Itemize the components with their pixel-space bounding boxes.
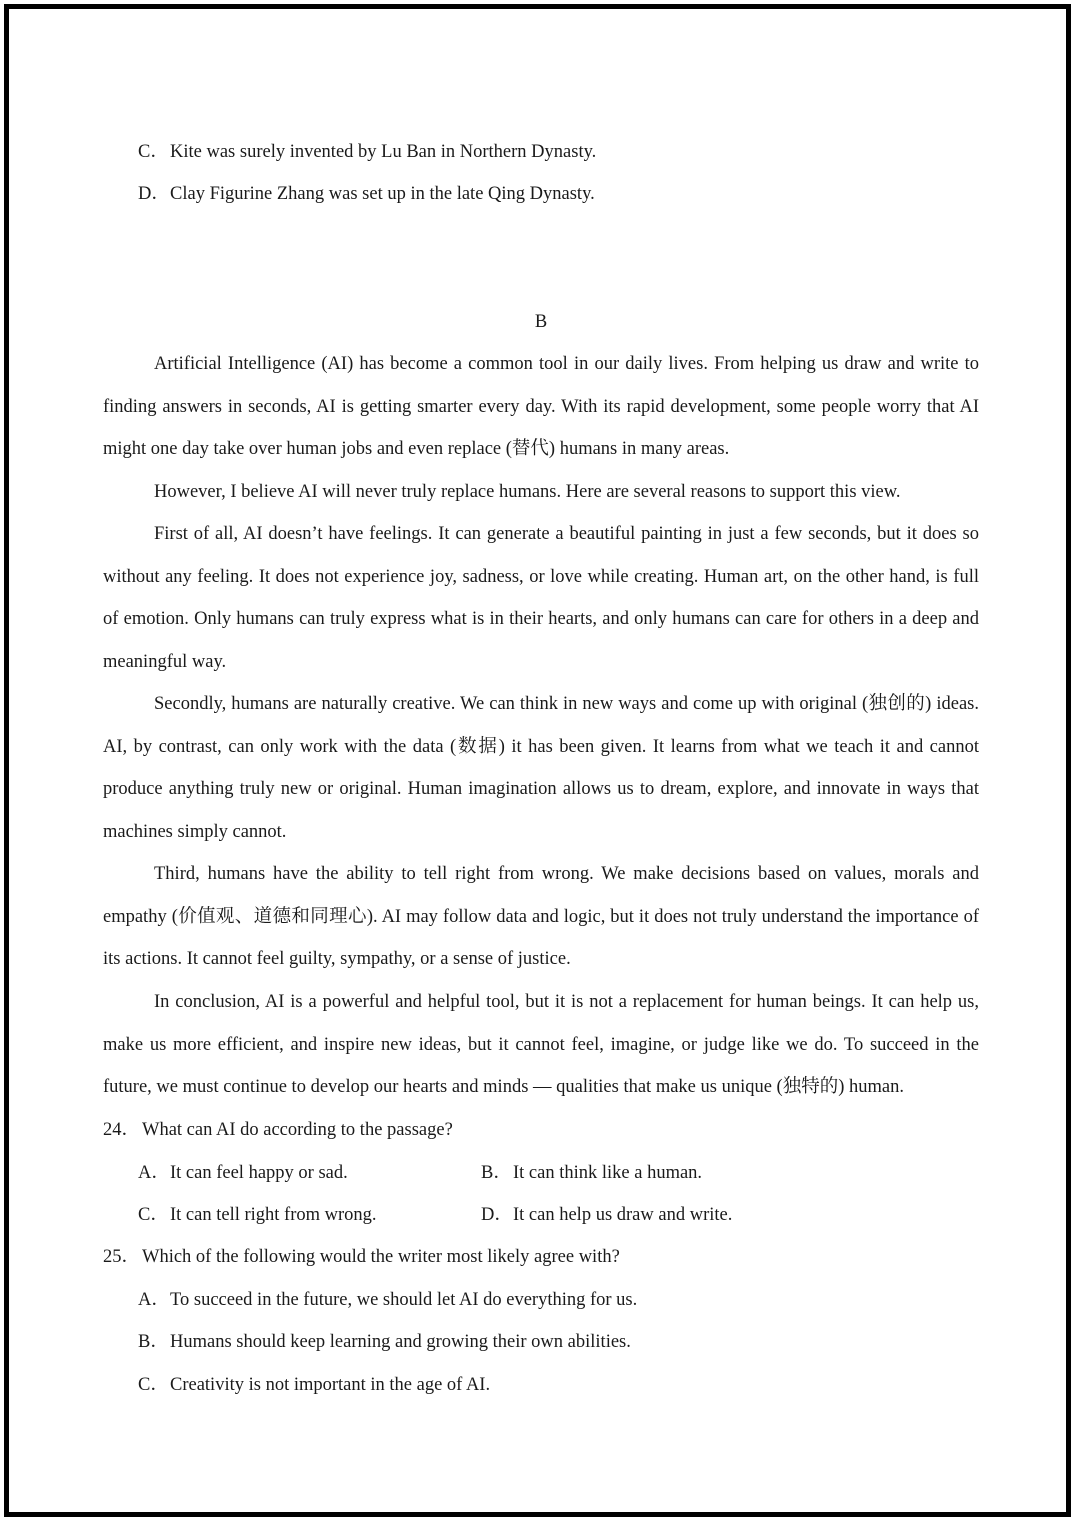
q24-option-b[interactable] [481,1160,702,1186]
option-text: It can tell right from wrong. [170,1205,377,1225]
question-24 [103,1117,453,1143]
option-text: It can help us draw and write. [513,1205,733,1225]
passage-paragraph-6: In conclusion, AI is a powerful and helpful tool, but it is not a replacement for human beings. It can help us, make us more efficient, and inspire new ideas, but it cannot feel, imagine, or judge like we do. To succeed in the future, we must continue to develop our hearts and minds — qualities that make us unique (独特的) human. [103,992,979,1098]
q24-option-d[interactable] [481,1202,732,1228]
option-label: A． [138,1163,170,1183]
passage-paragraph-4: Secondly, humans are naturally creative. We can think in new ways and come up with original (独创的) ideas. AI, by contrast, can only work with the data (数据) it has been given. It learns from what we teach it and cannot produce anything truly new or original. Human imagination allows us to dream, explore, and innovate in ways that machines simply cannot. [103,694,979,842]
option-text: To succeed in the future, we should let AI do everything for us. [170,1290,638,1310]
prev-option-c [138,139,596,165]
q25-option-c[interactable] [138,1372,490,1398]
question-number: 25． [103,1247,141,1267]
section-title: B [534,312,548,332]
q24-option-c[interactable] [138,1202,377,1228]
option-label: B． [138,1332,169,1352]
passage-paragraph-5: Third, humans have the ability to tell right from wrong. We make decisions based on values, morals and empathy (价值观、道德和同理心). AI may follow data and logic, but it does not truly understand the importance of its actions. It cannot feel guilty, sympathy, or a sense of justice. [103,864,979,970]
option-text: Humans should keep learning and growing their own abilities. [170,1332,631,1352]
question-text: Which of the following would the writer most likely agree with? [142,1247,620,1267]
passage-paragraph-3: First of all, AI doesn’t have feelings. It can generate a beautiful painting in just a few seconds, but it does so without any feeling. It does not experience joy, sadness, or love while creating. Human art, on the other hand, is full of emotion. Only humans can truly express what is in their hearts, and only humans can care for others in a deep and meaningful way. [103,524,979,672]
option-text: Clay Figurine Zhang was set up in the late Qing Dynasty. [170,184,595,204]
option-label: D． [138,184,170,204]
option-text: Creativity is not important in the age of AI. [170,1375,491,1395]
question-text: What can AI do according to the passage? [142,1120,453,1140]
option-text: It can think like a human. [513,1163,703,1183]
passage-paragraph-2: However, I believe AI will never truly replace humans. Here are several reasons to support this view. [154,482,901,502]
option-label: C． [138,1375,169,1395]
q25-option-b[interactable] [138,1329,631,1355]
option-label: D． [481,1205,513,1225]
option-text: Kite was surely invented by Lu Ban in Northern Dynasty. [170,142,597,162]
passage-paragraph-1: Artificial Intelligence (AI) has become a common tool in our daily lives. From helping us draw and write to finding answers in seconds, AI is getting smarter every day. With its rapid development, some people worry that AI might one day take over human jobs and even replace (替代) humans in many areas. [103,354,979,460]
q24-option-a[interactable] [138,1160,348,1186]
option-label: C． [138,142,169,162]
question-number: 24． [103,1120,141,1140]
option-text: It can feel happy or sad. [170,1163,348,1183]
option-label: B． [481,1163,512,1183]
question-25 [103,1244,620,1270]
option-label: C． [138,1205,169,1225]
prev-option-d [138,181,595,207]
q25-option-a[interactable] [138,1287,637,1313]
option-label: A． [138,1290,170,1310]
